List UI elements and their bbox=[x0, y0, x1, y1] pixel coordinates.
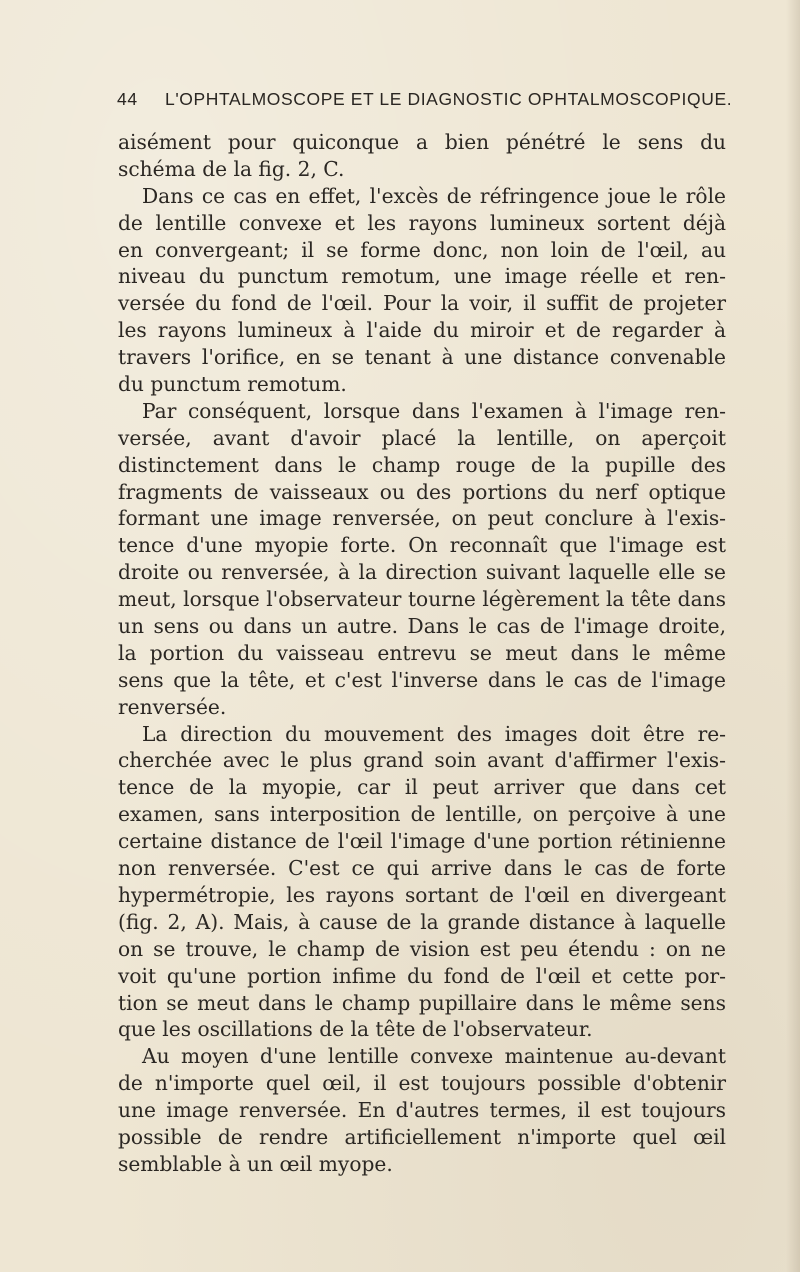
text-line: que les oscillations de la tête de l'observateur. bbox=[118, 1017, 593, 1042]
text-line: fragments de vaisseaux ou des portions du nerf optique bbox=[118, 479, 726, 504]
text-line: hypermétropie, les rayons sortant de l'œil en divergeant bbox=[118, 882, 726, 907]
text-line: de lentille convexe et les rayons lumineux sortent déjà bbox=[118, 210, 726, 235]
page-number: 44 bbox=[117, 89, 138, 109]
text-line: en convergeant; il se forme donc, non loin de l'œil, au bbox=[118, 237, 726, 262]
body-text bbox=[118, 129, 726, 1178]
text-line: (fig. 2, A). Mais, à cause de la grande distance à laquelle bbox=[118, 909, 726, 934]
text-line: versée du fond de l'œil. Pour la voir, il suffit de projeter bbox=[118, 291, 726, 316]
text-line: on se trouve, le champ de vision est peu étendu : on ne bbox=[118, 936, 726, 961]
text-line: du punctum remotum. bbox=[118, 372, 347, 397]
text-line: tence d'une myopie forte. On reconnaît que l'image est bbox=[118, 533, 726, 558]
text-line: voit qu'une portion infime du fond de l'œil et cette por- bbox=[118, 963, 726, 988]
text-line: tion se meut dans le champ pupillaire dans le même sens bbox=[118, 990, 726, 1015]
text-line: les rayons lumineux à l'aide du miroir et de regarder à bbox=[118, 318, 726, 343]
text-line: certaine distance de l'œil l'image d'une portion rétinienne bbox=[118, 829, 726, 854]
text-line: meut, lorsque l'observateur tourne légèrement la tête dans bbox=[118, 587, 726, 612]
text-line: Par conséquent, lorsque dans l'examen à l'image ren- bbox=[142, 398, 726, 423]
text-line: Dans ce cas en effet, l'excès de réfringence joue le rôle bbox=[142, 183, 726, 208]
text-line: niveau du punctum remotum, une image réelle et ren- bbox=[118, 264, 726, 289]
text-line: aisément pour quiconque a bien pénétré le sens du bbox=[118, 130, 726, 154]
text-line: possible de rendre artificiellement n'importe quel œil bbox=[118, 1124, 726, 1149]
text-line: versée, avant d'avoir placé la lentille, on aperçoit bbox=[118, 425, 726, 450]
text-line: formant une image renversée, on peut conclure à l'exis- bbox=[118, 506, 726, 531]
text-line: La direction du mouvement des images doit être re- bbox=[142, 721, 726, 746]
text-line: sens que la tête, et c'est l'inverse dans le cas de l'image bbox=[118, 667, 726, 692]
text-line: renversée. bbox=[118, 694, 227, 719]
text-line: schéma de la fig. 2, C. bbox=[118, 156, 345, 181]
page-edge-shadow bbox=[786, 0, 800, 1272]
text-line: distinctement dans le champ rouge de la pupille des bbox=[118, 452, 726, 477]
text-line: un sens ou dans un autre. Dans le cas de l'image droite, bbox=[118, 614, 726, 639]
running-header bbox=[117, 89, 733, 119]
text-line: cherchée avec le plus grand soin avant d'affirmer l'exis- bbox=[118, 748, 726, 773]
text-line: Au moyen d'une lentille convexe maintenue au-devant bbox=[142, 1044, 726, 1069]
text-line: non renversée. C'est ce qui arrive dans le cas de forte bbox=[118, 856, 726, 881]
text-line: tence de la myopie, car il peut arriver que dans cet bbox=[118, 775, 726, 800]
text-line: travers l'orifice, en se tenant à une distance convenable bbox=[118, 345, 726, 370]
running-title: L'OPHTALMOSCOPE ET LE DIAGNOSTIC OPHTALMOSCOPIQUE. bbox=[165, 89, 733, 109]
text-line: droite ou renversée, à la direction suivant laquelle elle se bbox=[118, 560, 726, 585]
text-line: une image renversée. En d'autres termes, il est toujours bbox=[118, 1098, 726, 1123]
text-line: semblable à un œil myope. bbox=[118, 1151, 393, 1176]
text-line: de n'importe quel œil, il est toujours possible d'obtenir bbox=[118, 1071, 726, 1096]
text-line: la portion du vaisseau entrevu se meut dans le même bbox=[118, 640, 726, 665]
text-line: examen, sans interposition de lentille, on perçoive à une bbox=[118, 802, 726, 827]
